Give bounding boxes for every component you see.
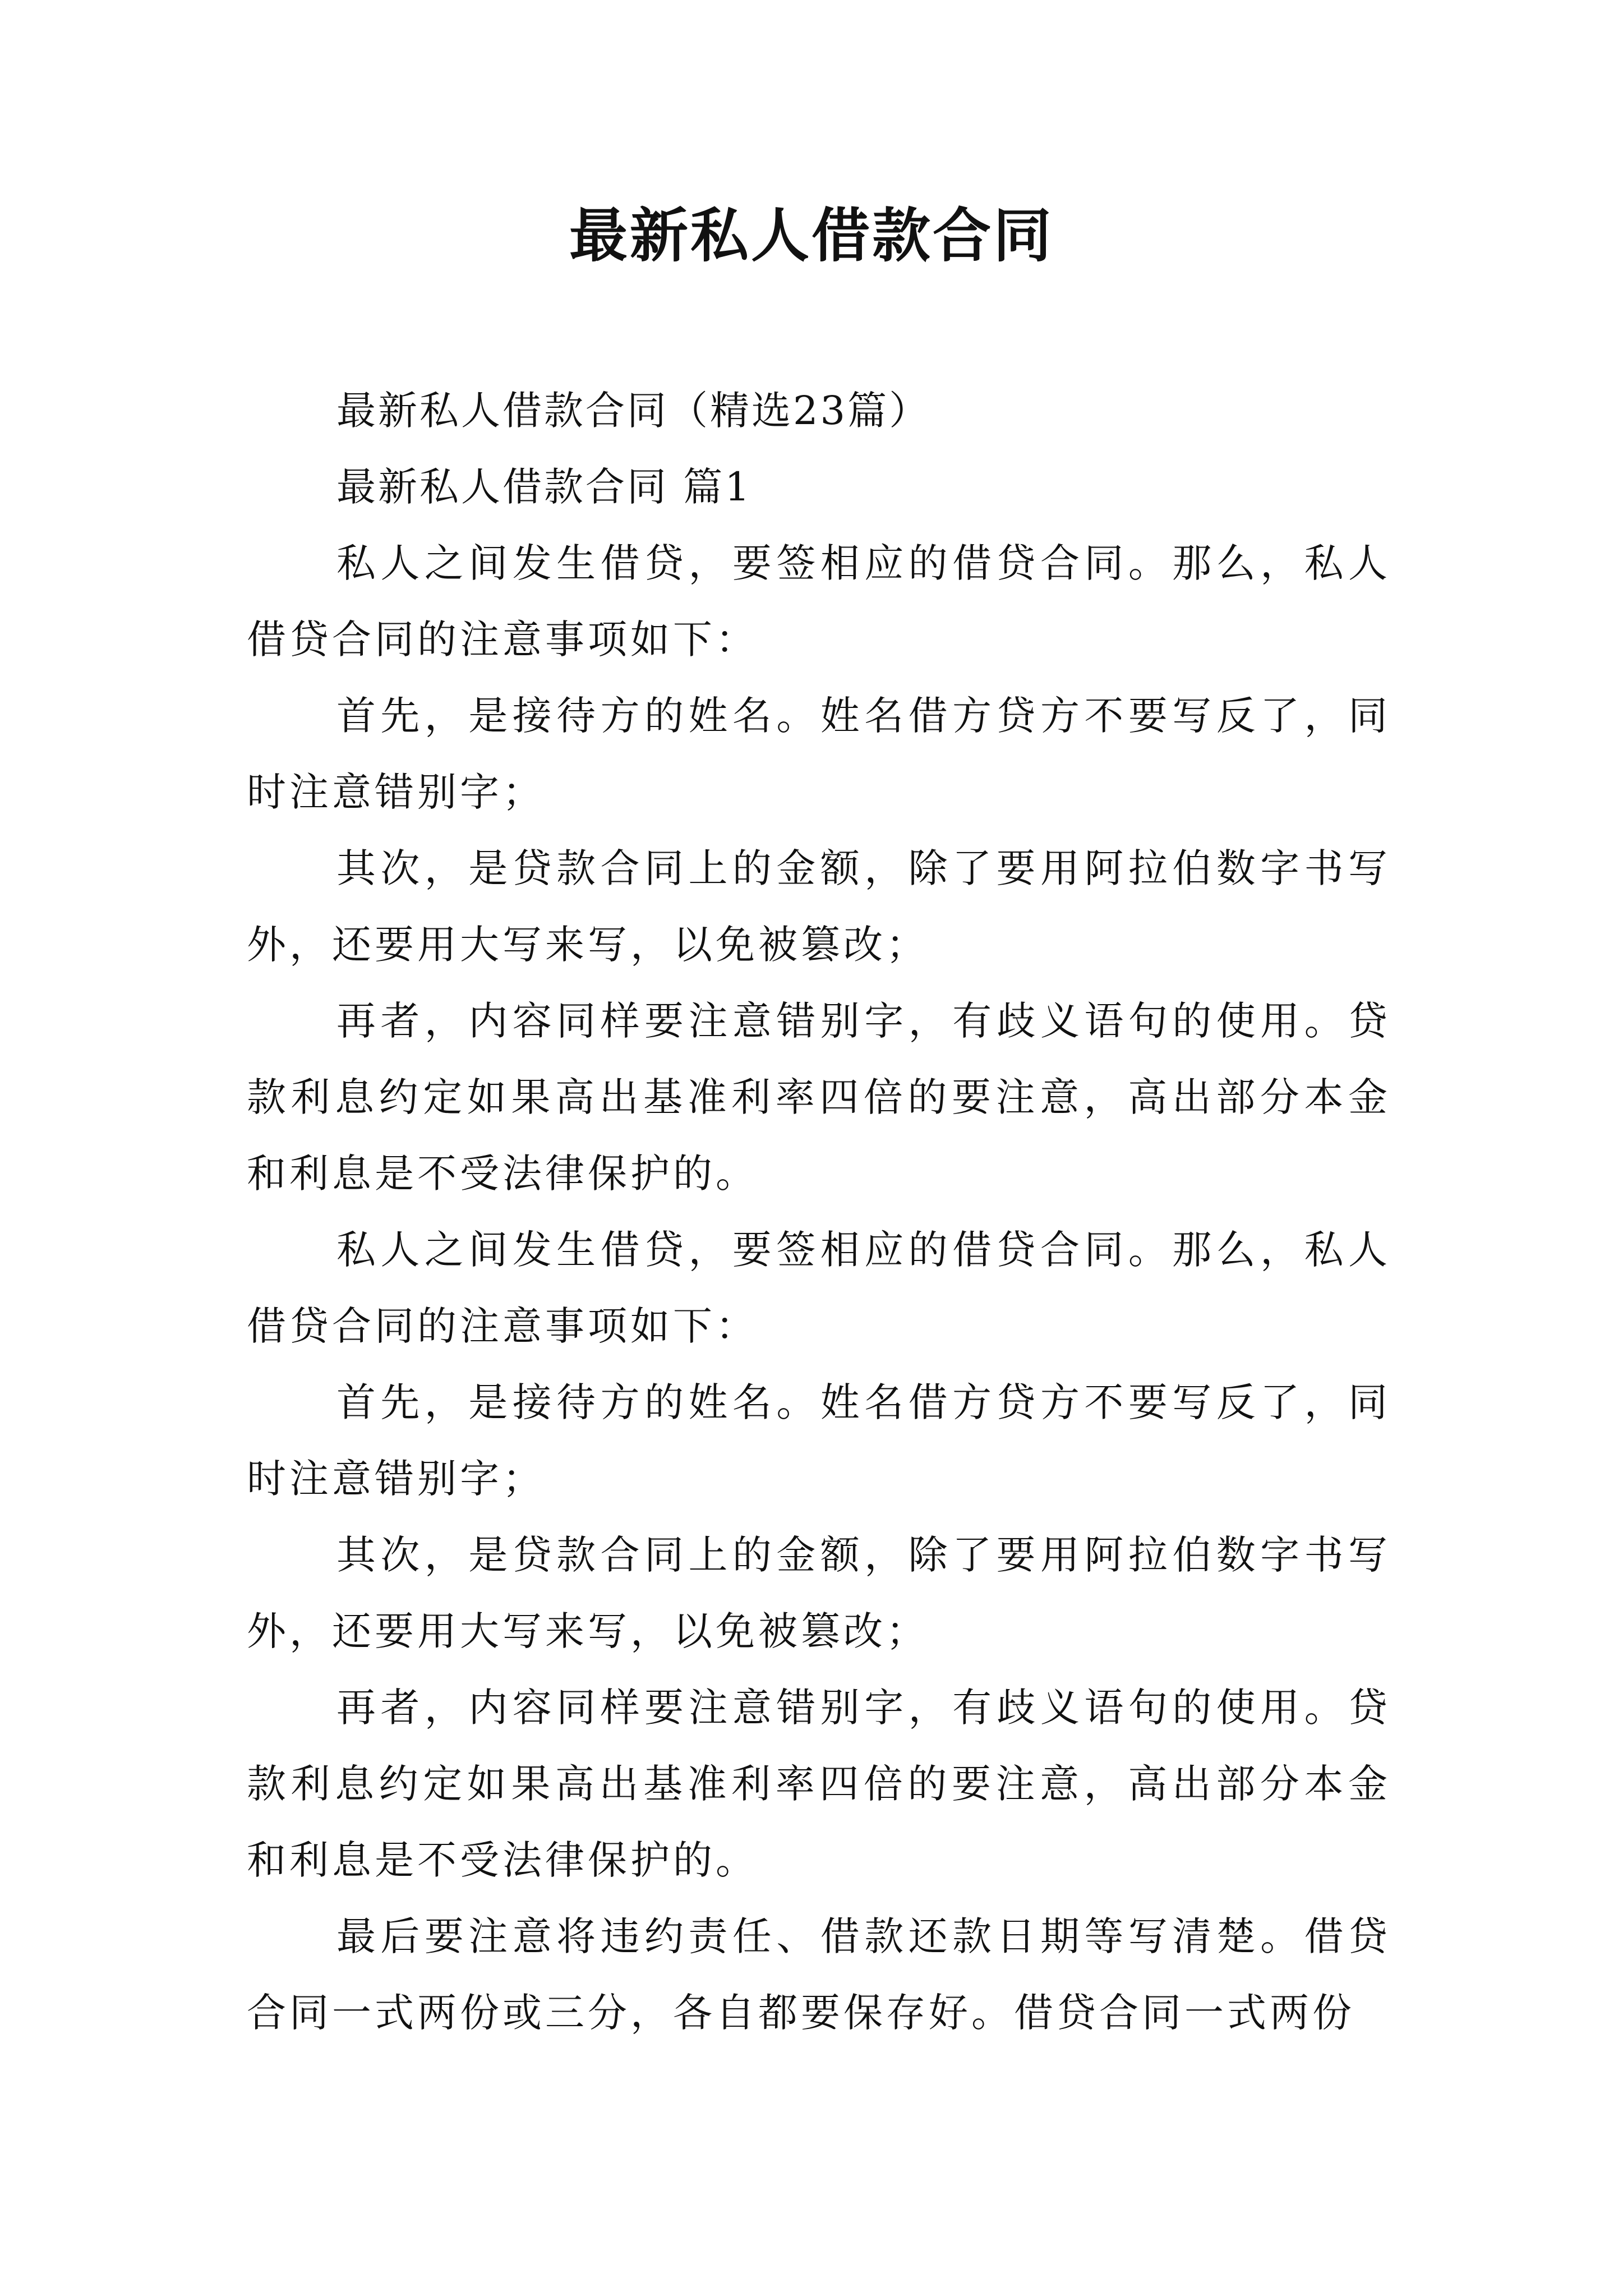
body-paragraph: 私人之间发生借贷，要签相应的借贷合同。那么，私人借贷合同的注意事项如下： [247,1227,1391,1349]
body-paragraph: 其次，是贷款合同上的金额，除了要用阿拉伯数字书写外，还要用大写来写，以免被篡改； [247,845,1391,968]
section-heading: 最新私人借款合同 篇1 [336,464,752,510]
body-paragraph: 最后要注意将违约责任、借款还款日期等写清楚。借贷合同一式两份或三分，各自都要保存好。借贷合同一式两份 [247,1913,1391,2036]
document-title: 最新私人借款合同 [569,201,1054,270]
body-paragraph: 首先，是接待方的姓名。姓名借方贷方不要写反了，同时注意错别字； [247,693,1391,815]
document-body [247,372,1391,2051]
body-paragraph: 再者，内容同样要注意错别字，有歧义语句的使用。贷款利息约定如果高出基准利率四倍的要注意，高出部分本金和利息是不受法律保护的。 [247,1685,1391,1883]
body-paragraph: 其次，是贷款合同上的金额，除了要用阿拉伯数字书写外，还要用大写来写，以免被篡改； [247,1532,1391,1654]
body-paragraph: 私人之间发生借贷，要签相应的借贷合同。那么，私人借贷合同的注意事项如下： [247,540,1391,662]
subtitle-paragraph: 最新私人借款合同（精选23篇） [336,388,931,434]
body-paragraph: 再者，内容同样要注意错别字，有歧义语句的使用。贷款利息约定如果高出基准利率四倍的要注意，高出部分本金和利息是不受法律保护的。 [247,998,1391,1197]
body-paragraph: 首先，是接待方的姓名。姓名借方贷方不要写反了，同时注意错别字； [247,1379,1391,1502]
